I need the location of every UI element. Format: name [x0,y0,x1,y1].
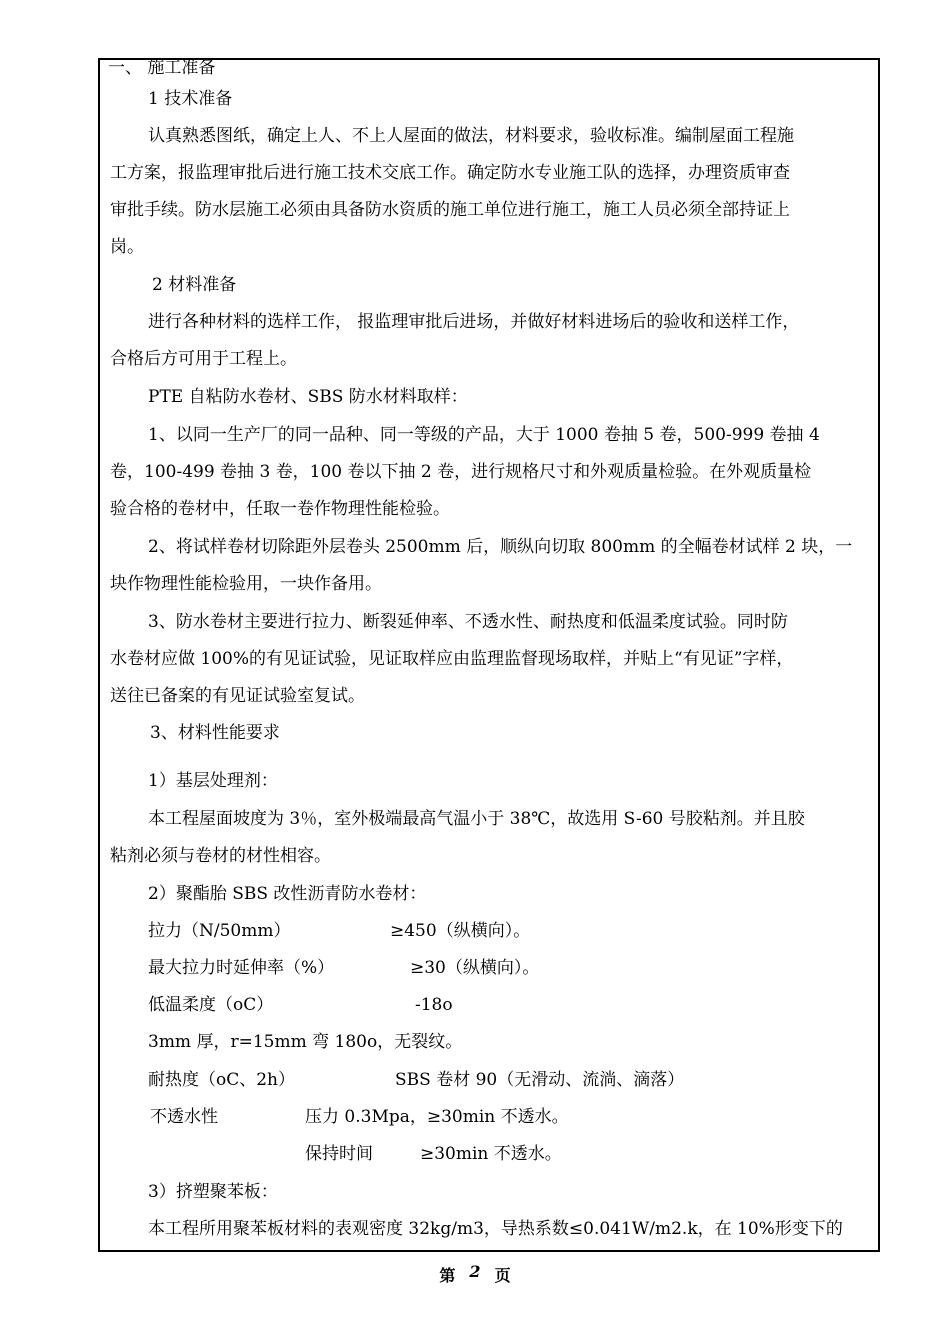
paragraph-line: 本工程屋面坡度为 3％，室外极端最高气温小于 38℃，故选用 S-60 号胶粘剂。并且胶 [148,809,805,829]
paragraph-line: 3、防水卷材主要进行拉力、断裂延伸率、不透水性、耐热度和低温柔度试验。同时防 [148,612,788,632]
paragraph-line: 进行各种材料的选样工作， 报监理审批后进场，并做好材料进场后的验收和送样工作， [148,312,800,332]
footer-suffix: 页 [494,1266,511,1285]
subsection-heading: 3、材料性能要求 [150,723,280,743]
paragraph-line: 3）挤塑聚苯板： [148,1182,278,1202]
paragraph-line: 卷，100-499 卷抽 3 卷，100 卷以下抽 2 卷，进行规格尺寸和外观质量检验。在外观质量检 [110,462,812,482]
paragraph-line: 岗。 [110,237,144,257]
paragraph-line: 2、将试样卷材切除距外层卷头 2500mm 后，顺纵向切取 800mm 的全幅卷材试样 2 块，一 [148,537,853,557]
spec-value: ≥30min 不透水。 [420,1144,562,1164]
subsection-heading: 2 材料准备 [152,275,237,295]
paragraph-line: 认真熟悉图纸，确定上人、不上人屋面的做法，材料要求，验收标准。编制屋面工程施 [148,126,794,146]
spec-value: ≥30（纵横向）。 [410,958,540,978]
paragraph-line: PTE 自粘防水卷材、SBS 防水材料取样： [148,387,468,407]
paragraph-line: 合格后方可用于工程上。 [110,349,297,369]
paragraph-line: 送往已备案的有见证试验室复试。 [110,686,365,706]
spec-value: SBS 卷材 90（无滑动、流淌、滴落） [395,1070,685,1090]
paragraph-line: 审批手续。防水层施工必须由具备防水资质的施工单位进行施工，施工人员必须全部持证上 [110,200,790,220]
page-number: 2 [469,1262,481,1281]
spec-label: 不透水性 [150,1107,218,1127]
section-heading: 一、 施工准备 [108,58,216,78]
paragraph-line: 粘剂必须与卷材的材性相容。 [110,846,331,866]
paragraph-line: 1）基层处理剂： [148,771,278,791]
footer-prefix: 第 [439,1266,456,1285]
paragraph-line: 本工程所用聚苯板材料的表观密度 32kg/m3，导热系数≤0.041W/m2.k，在 10%形变下的 [148,1219,843,1239]
paragraph-line: 1、以同一生产厂的同一品种、同一等级的产品，大于 1000 卷抽 5 卷，500-999 卷抽 4 [148,425,820,445]
paragraph-line: 验合格的卷材中，任取一卷作物理性能检验。 [110,499,450,519]
spec-label: 拉力（N/50mm） [148,921,291,941]
spec-note: 3mm 厚，r=15mm 弯 180o，无裂纹。 [148,1032,463,1052]
spec-label: 低温柔度（oC） [148,995,274,1015]
spec-value: -18o [415,995,453,1015]
subsection-heading: 1 技术准备 [148,89,233,109]
spec-label: 耐热度（oC、2h） [148,1070,296,1090]
paragraph-line: 水卷材应做 100%的有见证试验，见证取样应由监理监督现场取样，并贴上“有见证”字样， [110,649,794,669]
spec-value: ≥450（纵横向）。 [390,921,531,941]
spec-value: 压力 0.3Mpa，≥30min 不透水。 [305,1107,569,1127]
spec-label: 最大拉力时延伸率（%） [148,958,335,978]
paragraph-line: 工方案，报监理审批后进行施工技术交底工作。确定防水专业施工队的选择，办理资质审查 [110,163,790,183]
spec-label: 保持时间 [305,1144,373,1164]
paragraph-line: 块作物理性能检验用，一块作备用。 [110,574,382,594]
paragraph-line: 2）聚酯胎 SBS 改性沥青防水卷材： [148,884,427,904]
page-footer [0,1263,950,1286]
